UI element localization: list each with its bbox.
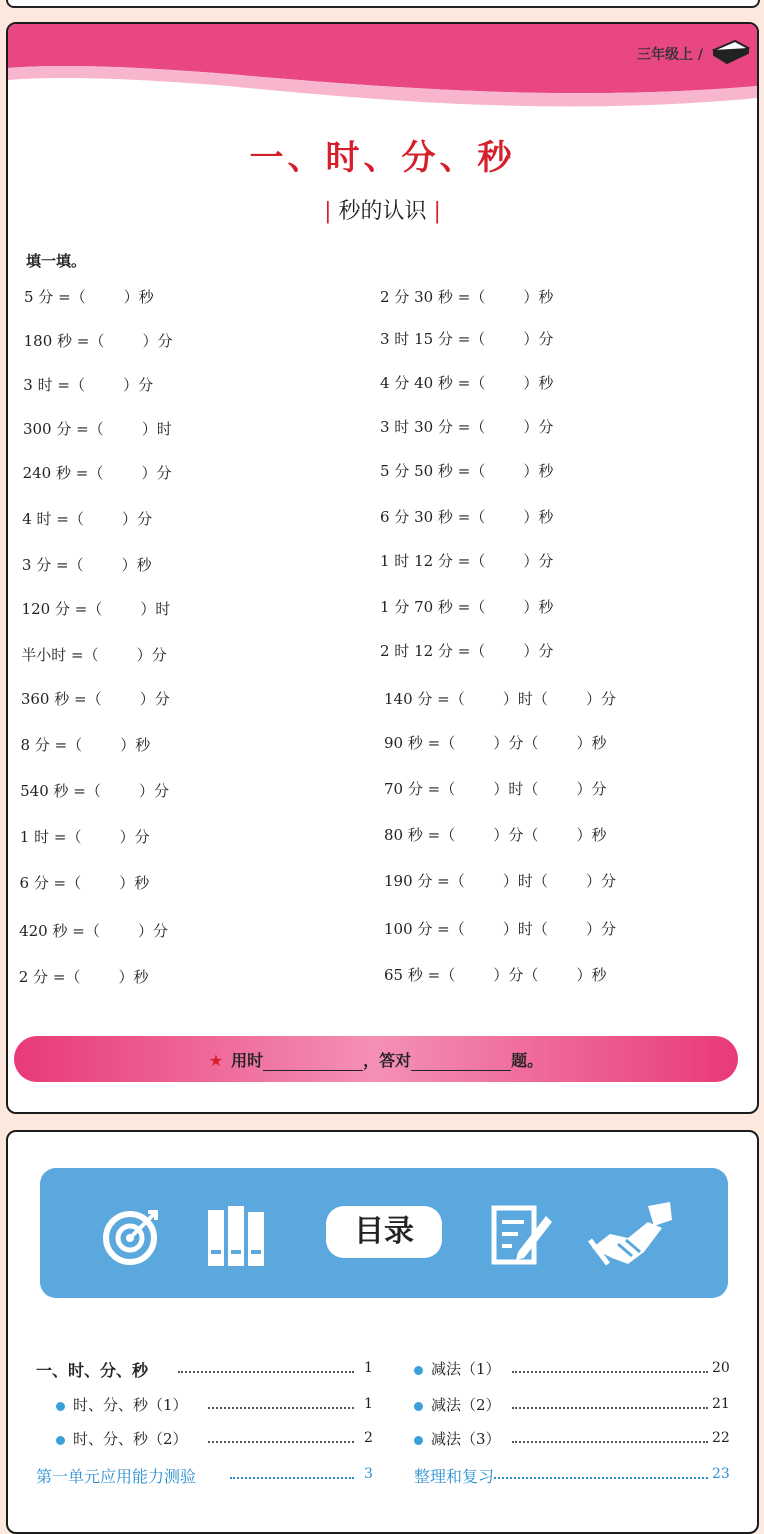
footer-text [14,1048,738,1071]
toc-leader-dots [494,1477,708,1479]
toc-entry[interactable] [36,1464,196,1487]
previous-page-edge [6,0,760,8]
time-label: 用时 [231,1051,264,1070]
question-item: 半小时 =（ ）分 [21,646,167,664]
toc-entry-label: 一、时、分、秒 [36,1361,149,1380]
question-item: 1 时 =（ ）分 [19,828,150,846]
question-item: 2 时 12 分 =（ ）分 [380,642,554,660]
question-item: 140 分 =（ ）时（ ）分 [384,690,617,708]
toc-page-number: 21 [712,1396,730,1412]
toc-title: 目录 [326,1206,442,1258]
question-item: 8 分 =（ ）秒 [20,736,151,754]
question-item: 90 秒 =（ ）分（ ）秒 [384,734,607,752]
toc-entry[interactable] [414,1428,501,1449]
question-item: 3 分 =（ ）秒 [21,556,152,574]
question-item: 190 分 =（ ）时（ ）分 [384,872,617,890]
question-item: 300 分 =（ ）时 [22,420,172,438]
question-item: 3 时 =（ ）分 [23,376,154,394]
toc-page-number: 1 [364,1360,373,1376]
worksheet-page [6,22,759,1114]
star-icon: ★ [208,1051,224,1070]
document-edit-icon [488,1202,554,1268]
toc-page-number: 2 [364,1430,373,1446]
question-item: 70 分 =（ ）时（ ）分 [384,780,607,798]
bullet-dot-icon [414,1366,423,1375]
bullet-dot-icon [56,1402,65,1411]
question-item: 1 时 12 分 =（ ）分 [380,552,554,570]
time-blank[interactable] [263,1054,363,1071]
toc-leader-dots [208,1441,354,1443]
toc-entry[interactable] [36,1358,148,1381]
question-item: 180 秒 =（ ）分 [23,332,173,350]
question-item: 2 分 =（ ）秒 [18,968,149,986]
question-item: 1 分 70 秒 =（ ）秒 [380,598,554,616]
header-band [8,24,757,124]
toc-leader-dots [512,1371,708,1373]
footer-band [14,1036,738,1082]
toc-leader-dots [208,1407,354,1409]
toc-leader-dots [230,1477,354,1479]
toc-page-number: 1 [364,1396,373,1412]
bullet-dot-icon [56,1436,65,1445]
question-item: 3 时 15 分 =（ ）分 [380,330,554,348]
question-item: 65 秒 =（ ）分（ ）秒 [384,966,607,984]
grade-label: 三年级上 [637,47,693,63]
question-item: 2 分 30 秒 =（ ）秒 [380,288,554,306]
toc-page-number: 22 [712,1430,730,1446]
question-item: 3 时 30 分 =（ ）分 [380,418,554,436]
question-item: 360 秒 =（ ）分 [20,690,170,708]
toc-leader-dots [178,1371,354,1373]
question-item: 6 分 30 秒 =（ ）秒 [380,508,554,526]
bullet-dot-icon [414,1436,423,1445]
toc-entry-label: 整理和复习 [414,1467,495,1486]
toc-entry-label: 时、分、秒（1） [73,1396,188,1414]
handshake-icon [588,1198,674,1272]
correct-blank[interactable] [411,1054,511,1071]
instruction: 填一填。 [26,252,87,270]
toc-banner [40,1168,728,1298]
toc-entry-label: 减法（3） [431,1430,501,1448]
page-title: 一、时、分、秒 [249,138,516,178]
toc-entry[interactable] [414,1464,494,1487]
toc-entry[interactable] [414,1358,501,1379]
correct-label: ，答对 [363,1051,412,1070]
toc-entry[interactable] [414,1394,501,1415]
question-item: 5 分 =（ ）秒 [24,288,154,306]
toc-page-number: 23 [712,1466,730,1482]
book-icon [711,38,751,64]
grade-tag: 三年级上 / [637,47,703,63]
toc-entry-label: 减法（1） [431,1360,501,1378]
target-icon [102,1206,162,1266]
question-item: 4 时 =（ ）分 [22,510,153,528]
toc-page-number: 20 [712,1360,730,1376]
toc-entry-label: 时、分、秒（2） [73,1430,188,1448]
toc-page-number: 3 [364,1466,373,1482]
question-item: 420 秒 =（ ）分 [19,922,168,940]
suffix-label: 题。 [511,1051,544,1070]
question-item: 5 分 50 秒 =（ ）秒 [380,462,554,480]
question-item: 80 秒 =（ ）分（ ）秒 [384,826,607,844]
question-item: 100 分 =（ ）时（ ）分 [384,920,617,938]
bullet-dot-icon [414,1402,423,1411]
toc-entry-label: 减法（2） [431,1396,501,1414]
question-item: 240 秒 =（ ）分 [22,464,172,482]
question-item: 540 秒 =（ ）分 [20,782,170,800]
question-item: 6 分 =（ ）秒 [19,874,150,892]
toc-entry-label: 第一单元应用能力测验 [36,1467,197,1486]
toc-entry[interactable] [56,1428,188,1449]
toc-page [6,1130,759,1534]
subtitle-text: 秒的认识 [338,199,427,224]
question-item: 4 分 40 秒 =（ ）秒 [380,374,554,392]
section-subtitle: | 秒的认识 | [324,199,441,224]
toc-leader-dots [512,1407,708,1409]
books-icon [204,1204,268,1268]
question-item: 120 分 =（ ）时 [21,600,171,618]
toc-entry[interactable] [56,1394,188,1415]
toc-leader-dots [512,1441,708,1443]
